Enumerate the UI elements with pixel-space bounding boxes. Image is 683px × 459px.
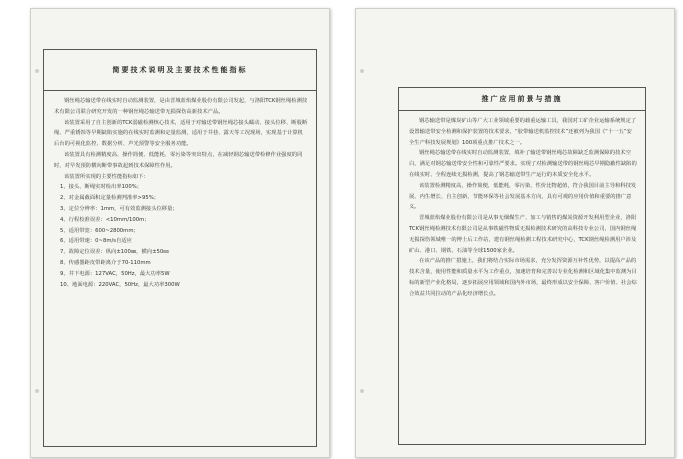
value-paragraph: 该装置检测精度高，操作简便，低能耗，零污染，性价比物超值，符合我国目前主导和科技发展、内生增长、自主创新、节能环保等社会发展基本方向，具有可观的应用价值和重要的推广意义。 bbox=[409, 182, 637, 211]
right-document-page bbox=[355, 8, 675, 458]
binding-hole bbox=[360, 69, 364, 73]
right-page-title: 推广应用前景与措施 bbox=[399, 88, 645, 111]
left-document-page bbox=[30, 8, 330, 458]
spec-item: 4、行程校准误差：<10mm/100m； bbox=[60, 216, 150, 223]
left-page-title: 简要技术说明及主要技术性能指标 bbox=[44, 50, 316, 91]
binding-hole bbox=[360, 389, 364, 393]
spec-item: 9、井下电源：127VAC，50Hz，最大功率5W bbox=[60, 270, 170, 277]
spec-item: 6、适用带速：0~8m/s自适应 bbox=[60, 238, 132, 245]
spec-item: 1、接头、断绳实时检出率100%； bbox=[60, 184, 143, 191]
spec-item: 5、适用带宽：600~2800mm； bbox=[60, 227, 139, 234]
specs-heading: 该装置所实现的主要性能指标如下： bbox=[64, 173, 149, 180]
binding-hole bbox=[35, 389, 39, 393]
binding-hole bbox=[35, 69, 39, 73]
feature-paragraph: 该装置具有检测精度高、操作简便、低能耗、零污染等突出特点，在减轻钢芯输送带检修作业强度的同时，对早发预防横向断带事故起到技术保障性作用。 bbox=[54, 151, 303, 169]
intro-paragraph: 钢丝绳芯输送带在线实时自动监测装置，是由晋城蓝焰煤业股份有限公司发起，与洛阳TCK钢丝绳检测技术有限公司联合研究开发的一种钢丝绳芯输送带无损探伤高新技术产品。 bbox=[54, 98, 308, 115]
spec-item: 10、地面电源：220VAC，50Hz，最大功率300W bbox=[60, 281, 180, 288]
right-page-frame bbox=[398, 87, 646, 445]
left-page-frame bbox=[43, 49, 317, 447]
left-page-body bbox=[54, 96, 308, 290]
right-page-body bbox=[409, 116, 637, 300]
spec-item: 8、传感器距皮带距离介于70-110mm bbox=[60, 259, 151, 266]
significance-paragraph: 钢丝绳芯输送带在线实时自动监测装置，填补了输送带钢丝绳芯故障缺乏监测保障的技术空白，满足对钢芯输送带安全性和可靠性严要求。实现了对检测输送带的钢丝绳芯早期隐蔽性缺陷的在线实时、全程连续无损检测，提高了钢芯输送带生产运行的本质安全化水平。 bbox=[409, 150, 637, 178]
promotion-paragraph: 在该产品的推广措施上，我们将结合实际市场需求，充分发挥资源互补性优势，以提高产品的技术含量，使用性能和质量水平为工作重点，加速培育和完善以专业化检测和区域化集中监测为目标的新型产业化格局，逐步拓展应用领域和国内外市场，最终形成以安全保障、客户价值、社会综合效益共同拉动的产品化经济增长点。 bbox=[409, 258, 637, 297]
spec-item: 3、定位分辨率：1mm，可有效监测接头位移量； bbox=[60, 205, 178, 212]
companies-paragraph: 晋城蓝焰煤业股份有限公司是从事无烟煤生产、加工与销售的煤炭资源开发利用型企业，洛阳TCK钢丝绳检测技术有限公司是从事铁磁性物质无损检测技术研究的高科技专业公司，国内钢丝绳无损探伤领域唯一的博士后工作站，建有钢丝绳检测工程技术研究中心，TCK钢丝绳检测用户涉及矿山、港口、钢铁、石油等全球1500家企业。 bbox=[409, 215, 637, 254]
tech-paragraph: 该装置采用了自主创新的TCK弱磁检测核心技术，适用于对输送带钢丝绳芯接头蠕动、接头位移、断股断绳、严重锈蚀等早期缺陷实施的在线实时监测和定量监测，适用于井巷、露天等工况现场，实现基于计算机后台的可视化监控、数据分析、声光预警等安全服务功能。 bbox=[54, 119, 308, 148]
spec-item: 7、故障定位误差：纵向±100㎜，横向±50㎜ bbox=[60, 249, 169, 256]
background-paragraph: 钢芯输送带是煤炭矿山等广大工业领域重要的载重运输工具，我国对工矿企业运输系统规定了设置输送带安全检测和保护装置的技术要求，“胶带输送机监控技术”还被列为我国《“十一五”安全生产科技发展规划》100项重点推广技术之一。 bbox=[409, 118, 637, 146]
spec-item: 2、对金属截面积定量检测判准率>95%； bbox=[60, 195, 160, 202]
